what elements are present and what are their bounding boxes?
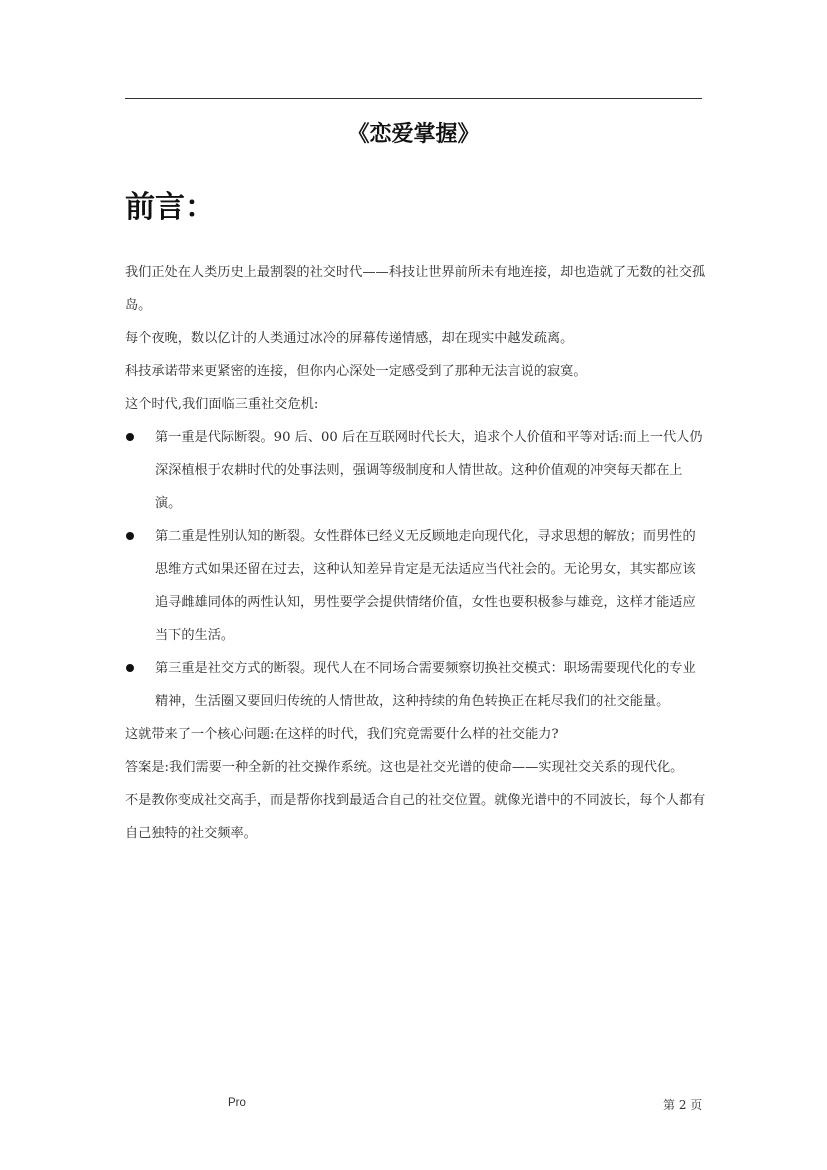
header-rule xyxy=(125,98,702,99)
paragraph: 答案是:我们需要一种全新的社交操作系统。这也是社交光谱的使命——实现社交关系的现代化。 xyxy=(125,760,684,775)
paragraph: 这个时代,我们面临三重社交危机: xyxy=(125,397,319,412)
footer-label: Pro xyxy=(228,1097,246,1109)
bullet-icon xyxy=(126,532,134,540)
document-title: 《恋爱掌握》 xyxy=(347,122,480,147)
document-body xyxy=(125,256,707,850)
paragraph: 不是教你变成社交高手，而是帮你找到最适合自己的社交位置。就像光谱中的不同波长，每个人都有自己独特的社交频率。 xyxy=(125,793,706,841)
list-item-text: 第一重是代际断裂。90 后、00 后在互联网时代长大，追求个人价值和平等对话:而上一代人仍深深植根于农耕时代的处事法则，强调等级制度和人情世故。这种价值观的冲突每天都在上演。 xyxy=(155,430,703,511)
list-item xyxy=(125,520,707,652)
bullet-icon xyxy=(126,433,134,441)
paragraph: 每个夜晚，数以亿计的人类通过冰冷的屏幕传递情感，却在现实中越发疏离。 xyxy=(125,331,574,346)
paragraph: 科技承诺带来更紧密的连接，但你内心深处一定感受到了那种无法言说的寂寞。 xyxy=(125,364,587,379)
list-item-text: 第二重是性别认知的断裂。女性群体已经义无反顾地走向现代化，寻求思想的解放；而男性的思维方式如果还留在过去，这种认知差异肯定是无法适应当代社会的。无论男女，其实都应该追寻雌雄同体的两性认知，男性要学会提供情绪价值，女性也要积极参与雄竞，这样才能适应当下的生活。 xyxy=(155,529,696,643)
bullet-icon xyxy=(126,664,134,672)
section-heading: 前言： xyxy=(125,190,215,225)
paragraph: 我们正处在人类历史上最割裂的社交时代——科技让世界前所未有地连接，却也造就了无数的社交孤岛。 xyxy=(125,265,706,313)
list-item-text: 第三重是社交方式的断裂。现代人在不同场合需要频察切换社交模式：职场需要现代化的专业精神，生活圈又要回归传统的人情世故，这种持续的角色转换正在耗尽我们的社交能量。 xyxy=(155,661,696,709)
crisis-list xyxy=(125,421,707,718)
list-item xyxy=(125,652,707,718)
page-number: 第 2 页 xyxy=(663,1098,703,1112)
list-item xyxy=(125,421,707,520)
paragraph: 这就带来了一个核心问题:在这样的时代，我们究竟需要什么样的社交能力? xyxy=(125,727,559,742)
